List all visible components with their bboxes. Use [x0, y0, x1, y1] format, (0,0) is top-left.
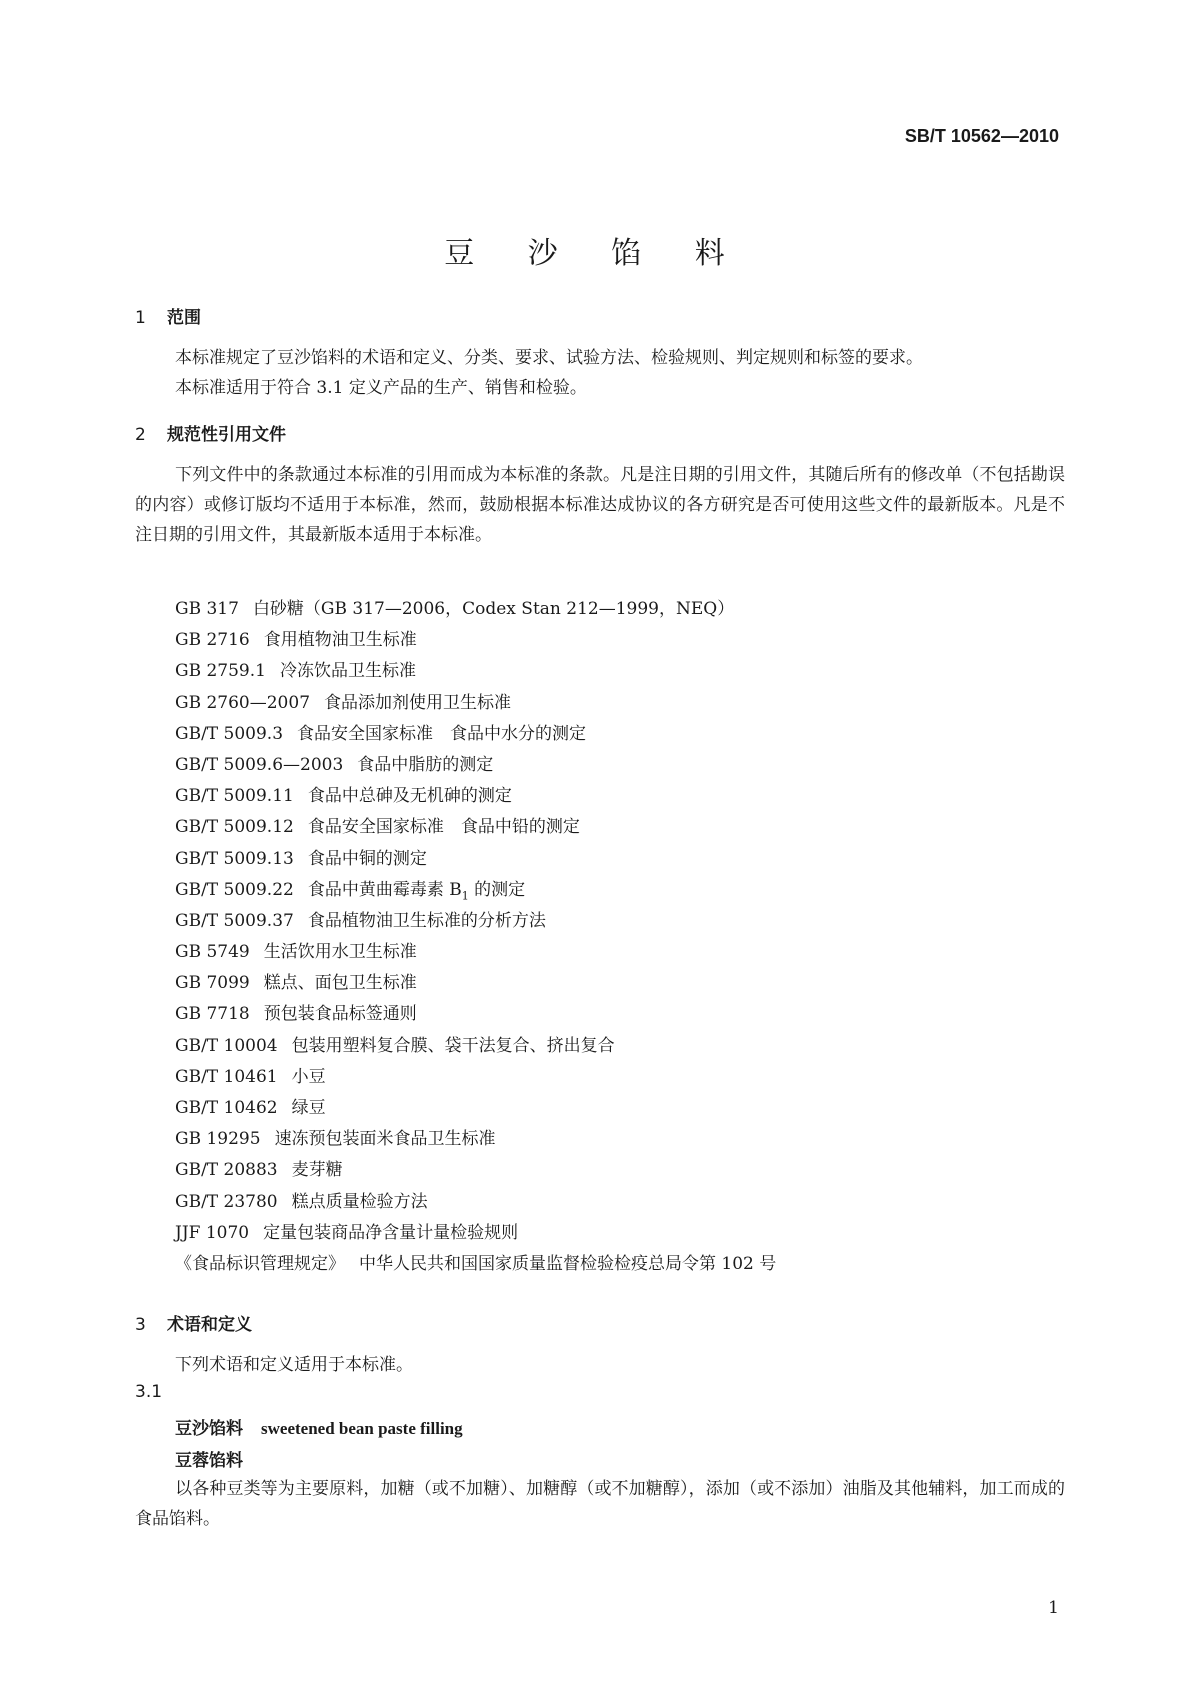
reference-code: GB 7099 — [175, 973, 250, 994]
reference-title: 食品中铜的测定 — [307, 848, 427, 869]
section-1-heading — [135, 303, 201, 328]
section-2-intro — [135, 460, 1065, 550]
reference-title: 小豆 — [291, 1066, 326, 1087]
reference-list — [175, 594, 776, 1280]
reference-code: GB 2760—2007 — [175, 692, 311, 713]
reference-title: 预包装食品标签通则 — [263, 1004, 417, 1025]
reference-code: GB/T 5009.6—2003 — [175, 754, 344, 775]
reference-title: 食用植物油卫生标准 — [263, 630, 417, 651]
subscript: 1 — [461, 889, 469, 903]
reference-code: GB/T 23780 — [175, 1191, 278, 1212]
section-title: 术语和定义 — [167, 1315, 252, 1335]
subsection-number: 3.1 — [135, 1382, 163, 1402]
section-number: 1 — [135, 308, 146, 328]
section-1-paragraph-1: 本标准规定了豆沙馅料的术语和定义、分类、要求、试验方法、检验规则、判定规则和标签的要求。 — [175, 348, 923, 368]
section-title: 规范性引用文件 — [167, 425, 286, 445]
reference-title: 生活饮用水卫生标准 — [263, 942, 417, 963]
reference-title: 糕点质量检验方法 — [291, 1191, 428, 1212]
reference-code: GB 5749 — [175, 942, 250, 963]
section-title: 范围 — [167, 308, 201, 328]
section-1-paragraph-2: 本标准适用于符合 3.1 定义产品的生产、销售和检验。 — [175, 378, 587, 398]
reference-code: GB/T 5009.37 — [175, 910, 294, 931]
reference-item — [175, 844, 776, 875]
term-definition-text: 以各种豆类等为主要原料，加糖（或不加糖）、加糖醇（或不加糖醇），添加（或不添加）油脂及其他辅料，加工而成的食品馅料。 — [135, 1479, 1065, 1529]
reference-item — [175, 812, 776, 843]
reference-item — [175, 1031, 776, 1062]
reference-item — [175, 999, 776, 1030]
reference-code: GB 2759.1 — [175, 661, 266, 682]
reference-item — [175, 1093, 776, 1124]
reference-title: 中华人民共和国国家质量监督检验检疫总局令第 102 号 — [359, 1253, 777, 1274]
reference-title: 定量包装商品净含量计量检验规则 — [263, 1222, 519, 1243]
reference-title: 速冻预包装面米食品卫生标准 — [274, 1129, 496, 1150]
reference-title: 白砂糖（GB 317—2006，Codex Stan 212—1999，NEQ） — [252, 599, 735, 619]
reference-title: 麦芽糖 — [291, 1160, 343, 1181]
reference-code: GB/T 20883 — [175, 1160, 278, 1181]
reference-code: GB/T 5009.13 — [175, 848, 294, 869]
section-3-heading — [135, 1310, 252, 1335]
reference-item — [175, 750, 776, 781]
reference-code: GB/T 10462 — [175, 1098, 278, 1118]
reference-title: 食品植物油卫生标准的分析方法 — [307, 910, 546, 931]
reference-title-tail: 的测定 — [468, 879, 526, 900]
reference-title: 食品安全国家标准 食品中铅的测定 — [307, 817, 580, 838]
reference-code: GB/T 10004 — [175, 1035, 278, 1056]
section-number: 2 — [135, 425, 146, 445]
reference-item — [175, 594, 776, 625]
reference-item — [175, 719, 776, 750]
reference-code: GB 19295 — [175, 1129, 261, 1150]
reference-item — [175, 906, 776, 937]
reference-item — [175, 1155, 776, 1186]
term-heading — [175, 1414, 463, 1439]
reference-item — [175, 1124, 776, 1155]
term-chinese: 豆沙馅料 — [175, 1419, 243, 1439]
reference-code: GB/T 5009.22 — [175, 879, 294, 900]
reference-item — [175, 937, 776, 968]
reference-title: 糕点、面包卫生标准 — [263, 973, 417, 994]
reference-item — [175, 968, 776, 999]
term-synonym: 豆蓉馅料 — [175, 1451, 243, 1471]
reference-code: JJF 1070 — [175, 1222, 250, 1243]
reference-title: 食品中总砷及无机砷的测定 — [307, 786, 512, 807]
reference-title: 冷冻饮品卫生标准 — [279, 661, 416, 682]
document-title: 豆 沙 馅 料 — [444, 236, 747, 271]
reference-code: GB/T 10461 — [175, 1066, 278, 1087]
section-3-intro: 下列术语和定义适用于本标准。 — [175, 1355, 413, 1375]
reference-code: GB/T 5009.12 — [175, 817, 294, 838]
reference-title: 食品中黄曲霉毒素 B — [307, 879, 462, 900]
standard-code: SB/T 10562—2010 — [904, 126, 1059, 146]
reference-item — [175, 1187, 776, 1218]
reference-title: 包装用塑料复合膜、袋干法复合、挤出复合 — [291, 1035, 615, 1056]
reference-item — [175, 875, 776, 906]
reference-code: GB/T 5009.3 — [175, 723, 284, 744]
reference-title: 食品安全国家标准 食品中水分的测定 — [297, 723, 587, 744]
reference-item — [175, 656, 776, 687]
reference-code: GB 2716 — [175, 630, 250, 651]
section-2-intro-text: 下列文件中的条款通过本标准的引用而成为本标准的条款。凡是注日期的引用文件，其随后所有的修改单（不包括勘误的内容）或修订版均不适用于本标准，然而，鼓励根据本标准达成协议的各方研究是否可使用这些文件的最新版本。凡是不注日期的引用文件，其最新版本适用于本标准。 — [135, 465, 1065, 545]
reference-code: GB/T 5009.11 — [175, 786, 294, 807]
reference-item — [175, 688, 776, 719]
reference-title: 食品添加剂使用卫生标准 — [324, 692, 512, 713]
reference-code: GB 317 — [175, 599, 239, 619]
reference-item — [175, 1249, 776, 1280]
reference-code: GB 7718 — [175, 1004, 250, 1025]
reference-item — [175, 1218, 776, 1249]
section-number: 3 — [135, 1315, 146, 1335]
term-definition — [135, 1474, 1065, 1534]
reference-item — [175, 1062, 776, 1093]
page-number: 1 — [1048, 1598, 1059, 1618]
reference-title: 食品中脂肪的测定 — [357, 754, 494, 775]
section-2-heading — [135, 420, 286, 445]
term-english: sweetened bean paste filling — [261, 1419, 463, 1438]
reference-item — [175, 781, 776, 812]
reference-item — [175, 625, 776, 656]
reference-code: 《食品标识管理规定》 — [175, 1253, 345, 1274]
reference-title: 绿豆 — [291, 1098, 326, 1118]
